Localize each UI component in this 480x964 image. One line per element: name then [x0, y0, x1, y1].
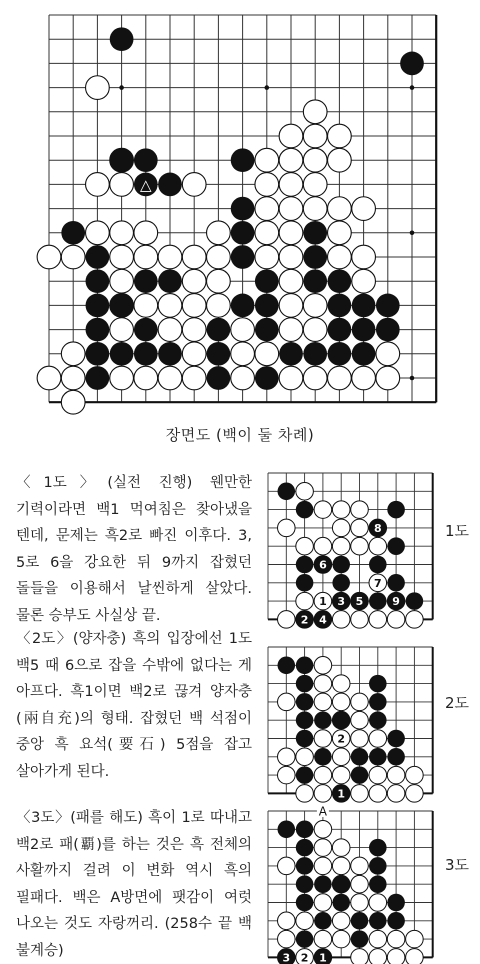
- black-stone: [314, 875, 332, 893]
- white-stone: [351, 857, 369, 875]
- white-stone: [255, 245, 279, 269]
- white-stone: [61, 342, 85, 366]
- white-stone: [387, 611, 405, 629]
- white-stone: [296, 748, 314, 766]
- white-stone: [207, 221, 231, 245]
- white-stone: [303, 100, 327, 124]
- white-stone: [278, 912, 296, 930]
- white-stone: [376, 366, 400, 390]
- black-stone: [158, 342, 182, 366]
- black-stone: [61, 221, 85, 245]
- black-stone: [158, 173, 182, 197]
- paragraph-heading: 〈1도〉(실전 진행): [16, 475, 193, 491]
- move-number: 4: [319, 613, 327, 627]
- black-stone: [134, 269, 158, 293]
- white-stone: [158, 318, 182, 342]
- star-point: [265, 85, 270, 90]
- black-stone: [296, 766, 314, 784]
- move-number: 5: [355, 595, 364, 609]
- white-stone: [207, 245, 231, 269]
- white-stone: [351, 501, 369, 519]
- black-stone: [369, 912, 387, 930]
- white-stone: [332, 930, 350, 948]
- star-point: [410, 376, 415, 381]
- black-stone: [328, 269, 352, 293]
- star-point: [119, 85, 124, 90]
- white-stone: [110, 269, 134, 293]
- black-stone: [279, 342, 303, 366]
- black-stone: [332, 556, 350, 574]
- white-stone: [351, 519, 369, 537]
- commentary-paragraph-3: [16, 805, 252, 964]
- white-stone: [61, 366, 85, 390]
- black-stone: [278, 483, 296, 501]
- move-number: 3: [282, 951, 291, 964]
- black-stone: [369, 592, 387, 610]
- white-stone: [328, 124, 352, 148]
- black-stone: [369, 857, 387, 875]
- diagram-label-1: 1도: [445, 522, 470, 540]
- white-stone: [332, 501, 350, 519]
- black-stone: [134, 148, 158, 172]
- black-stone: [387, 748, 405, 766]
- white-stone: [369, 611, 387, 629]
- black-stone: [351, 912, 369, 930]
- white-stone: [134, 366, 158, 390]
- white-stone: [352, 366, 376, 390]
- white-stone: [332, 611, 350, 629]
- paragraph-text: 웬만한 기력이라면 백1 먹여침은 찾아냈을 텐데, 문제는 흑2로 빠진 이후다. 3, 5로 6을 강요한 뒤 9까지 잡혔던 돌들을 이용해서 날씬하게 살았다. 물론 승부도 사실상 끝.: [16, 475, 252, 624]
- white-stone: [37, 245, 61, 269]
- black-stone: [296, 693, 314, 711]
- white-stone: [110, 173, 134, 197]
- move-number: 9: [392, 595, 400, 609]
- white-stone: [369, 730, 387, 748]
- black-stone: [314, 748, 332, 766]
- black-stone: [369, 748, 387, 766]
- white-stone: [406, 785, 424, 803]
- white-stone: [110, 366, 134, 390]
- white-stone: [182, 173, 206, 197]
- white-stone: [86, 76, 110, 100]
- black-stone: [328, 294, 352, 318]
- black-stone: [369, 711, 387, 729]
- white-stone: [369, 537, 387, 555]
- white-stone: [332, 675, 350, 693]
- white-stone: [314, 693, 332, 711]
- white-stone: [328, 221, 352, 245]
- white-stone: [369, 930, 387, 948]
- white-stone: [86, 173, 110, 197]
- white-stone: [369, 766, 387, 784]
- black-stone: [158, 269, 182, 293]
- white-stone: [279, 318, 303, 342]
- white-stone: [61, 245, 85, 269]
- commentary-paragraph-1: [16, 470, 252, 629]
- black-stone: [134, 318, 158, 342]
- white-stone: [314, 930, 332, 948]
- paragraph-heading: 〈2도〉(양자충): [16, 631, 127, 647]
- black-stone: [369, 675, 387, 693]
- white-stone: [61, 390, 85, 414]
- white-stone: [182, 294, 206, 318]
- white-stone: [328, 148, 352, 172]
- black-stone: [352, 342, 376, 366]
- black-stone: [110, 294, 134, 318]
- white-stone: [351, 711, 369, 729]
- white-stone: [387, 949, 405, 964]
- black-stone: [387, 501, 405, 519]
- white-stone: [314, 821, 332, 839]
- white-stone: [369, 785, 387, 803]
- diagram-board-2: [256, 641, 438, 801]
- white-stone: [37, 366, 61, 390]
- white-stone: [332, 912, 350, 930]
- black-stone: [207, 366, 231, 390]
- black-stone: [332, 875, 350, 893]
- move-number: 2: [300, 951, 309, 964]
- black-stone: [255, 318, 279, 342]
- diagram-board-1: [256, 467, 438, 627]
- white-stone: [352, 245, 376, 269]
- white-stone: [351, 949, 369, 964]
- white-stone: [314, 766, 332, 784]
- white-stone: [332, 519, 350, 537]
- black-stone: [134, 342, 158, 366]
- white-stone: [351, 537, 369, 555]
- black-stone: [351, 930, 369, 948]
- board-caption: 장면도 (백이 둘 차례): [165, 426, 315, 444]
- black-stone: [296, 501, 314, 519]
- paragraph-text: 흑이 1로 따내고 백2로 패(覇)를 하는 것은 흑 전체의 사활까지 걸려 이 변화 역시 흑의 필패다. 백은 A방면에 팻감이 여럿 나오는 것도 자랑꺼리. (258수 끝 백 불계승): [16, 810, 252, 959]
- move-number: 1: [337, 787, 346, 801]
- white-stone: [110, 245, 134, 269]
- black-stone: [387, 537, 405, 555]
- black-stone: [314, 711, 332, 729]
- white-stone: [303, 318, 327, 342]
- black-stone: [369, 839, 387, 857]
- black-stone: [351, 766, 369, 784]
- white-stone: [231, 318, 255, 342]
- black-stone: [86, 294, 110, 318]
- black-stone: [296, 675, 314, 693]
- white-stone: [332, 766, 350, 784]
- white-stone: [314, 501, 332, 519]
- white-stone: [352, 269, 376, 293]
- white-stone: [303, 294, 327, 318]
- white-stone: [255, 173, 279, 197]
- white-stone: [134, 245, 158, 269]
- white-stone: [314, 657, 332, 675]
- black-stone: [328, 318, 352, 342]
- black-stone: [369, 556, 387, 574]
- white-stone: [279, 294, 303, 318]
- black-stone: [303, 269, 327, 293]
- black-stone: [86, 342, 110, 366]
- white-stone: [303, 124, 327, 148]
- white-stone: [351, 894, 369, 912]
- white-stone: [279, 173, 303, 197]
- black-stone: [207, 342, 231, 366]
- white-stone: [303, 366, 327, 390]
- main-go-board: [38, 5, 438, 417]
- white-stone: [255, 197, 279, 221]
- black-stone: [296, 839, 314, 857]
- white-stone: [110, 221, 134, 245]
- white-stone: [182, 366, 206, 390]
- black-stone: [387, 894, 405, 912]
- black-stone: [296, 821, 314, 839]
- white-stone: [279, 124, 303, 148]
- white-stone: [387, 930, 405, 948]
- move-number: 1: [319, 951, 327, 964]
- black-stone: [231, 221, 255, 245]
- white-stone: [255, 148, 279, 172]
- white-stone: [182, 269, 206, 293]
- white-stone: [278, 857, 296, 875]
- paragraph-text: 흑의 입장에선 1도 백5 때 6으로 잡을 수밖에 없다는 게 아프다. 흑1이면 백2로 끊겨 양자충(兩自充)의 형태. 잡혔던 백 석점이 중앙 흑 요석(要石) 5점을 잡고 살아가게 된다.: [16, 631, 252, 780]
- white-stone: [406, 766, 424, 784]
- white-stone: [278, 748, 296, 766]
- white-stone: [314, 537, 332, 555]
- white-stone: [376, 342, 400, 366]
- black-stone: [110, 148, 134, 172]
- white-stone: [278, 611, 296, 629]
- black-stone: [387, 912, 405, 930]
- black-stone: [86, 245, 110, 269]
- white-stone: [296, 912, 314, 930]
- black-stone: [296, 711, 314, 729]
- black-stone: [231, 148, 255, 172]
- diagram-label-3: 3도: [445, 856, 470, 874]
- black-stone: [352, 318, 376, 342]
- white-stone: [279, 366, 303, 390]
- white-stone: [279, 148, 303, 172]
- white-stone: [314, 894, 332, 912]
- black-stone: [296, 730, 314, 748]
- white-stone: [352, 197, 376, 221]
- black-stone: [376, 294, 400, 318]
- black-stone: [255, 294, 279, 318]
- white-stone: [231, 366, 255, 390]
- white-stone: [207, 294, 231, 318]
- black-stone: [296, 556, 314, 574]
- black-stone: [278, 821, 296, 839]
- paragraph-heading: 〈3도〉(패를 해도): [16, 810, 143, 826]
- white-stone: [110, 318, 134, 342]
- black-stone: [296, 875, 314, 893]
- move-number: 8: [373, 521, 382, 535]
- black-stone: [314, 912, 332, 930]
- move-number: 1: [319, 595, 327, 609]
- black-stone: [231, 245, 255, 269]
- black-stone: [303, 221, 327, 245]
- white-stone: [279, 245, 303, 269]
- white-stone: [182, 318, 206, 342]
- black-stone: [296, 657, 314, 675]
- black-stone: [332, 711, 350, 729]
- black-stone: [296, 857, 314, 875]
- white-stone: [303, 173, 327, 197]
- white-stone: [351, 611, 369, 629]
- black-stone: [255, 269, 279, 293]
- black-stone: [296, 574, 314, 592]
- white-stone: [278, 693, 296, 711]
- black-stone: [376, 318, 400, 342]
- white-stone: [303, 148, 327, 172]
- move-number: 6: [319, 558, 327, 572]
- black-stone: [351, 748, 369, 766]
- star-point: [410, 231, 415, 236]
- black-stone: [86, 318, 110, 342]
- white-stone: [231, 342, 255, 366]
- white-stone: [387, 766, 405, 784]
- black-stone: [110, 342, 134, 366]
- black-stone: [352, 294, 376, 318]
- white-stone: [158, 366, 182, 390]
- white-stone: [296, 592, 314, 610]
- move-number: 2: [337, 732, 346, 746]
- white-stone: [328, 366, 352, 390]
- white-stone: [332, 693, 350, 711]
- black-stone: [86, 366, 110, 390]
- white-stone: [332, 857, 350, 875]
- white-stone: [406, 930, 424, 948]
- white-stone: [387, 785, 405, 803]
- black-stone: [86, 269, 110, 293]
- white-stone: [314, 785, 332, 803]
- move-number: 7: [373, 576, 382, 590]
- white-stone: [278, 930, 296, 948]
- white-stone: [279, 197, 303, 221]
- black-stone: [255, 366, 279, 390]
- white-stone: [406, 949, 424, 964]
- white-stone: [279, 221, 303, 245]
- white-stone: [314, 675, 332, 693]
- black-stone: [387, 730, 405, 748]
- black-stone: [369, 693, 387, 711]
- white-stone: [351, 785, 369, 803]
- point-mark-a: A: [318, 804, 328, 819]
- white-stone: [278, 766, 296, 784]
- black-stone: [296, 930, 314, 948]
- white-stone: [296, 483, 314, 501]
- commentary-paragraph-2: [16, 626, 252, 785]
- black-stone: [296, 894, 314, 912]
- black-stone: [387, 574, 405, 592]
- black-stone: [110, 27, 134, 51]
- black-stone: [278, 657, 296, 675]
- white-stone: [182, 342, 206, 366]
- white-stone: [332, 537, 350, 555]
- white-stone: [369, 894, 387, 912]
- white-stone: [134, 221, 158, 245]
- white-stone: [328, 245, 352, 269]
- star-point: [410, 85, 415, 90]
- white-stone: [351, 693, 369, 711]
- move-number: 3: [337, 595, 346, 609]
- white-stone: [278, 519, 296, 537]
- white-stone: [332, 839, 350, 857]
- white-stone: [332, 748, 350, 766]
- white-stone: [255, 221, 279, 245]
- white-stone: [255, 342, 279, 366]
- white-stone: [351, 730, 369, 748]
- black-stone: [303, 245, 327, 269]
- black-stone: [332, 574, 350, 592]
- black-stone: [328, 342, 352, 366]
- black-stone: [231, 294, 255, 318]
- white-stone: [369, 949, 387, 964]
- white-stone: [158, 245, 182, 269]
- white-stone: [314, 730, 332, 748]
- white-stone: [182, 245, 206, 269]
- white-stone: [351, 875, 369, 893]
- white-stone: [328, 197, 352, 221]
- diagram-label-2: 2도: [445, 694, 470, 712]
- white-stone: [314, 839, 332, 857]
- white-stone: [86, 221, 110, 245]
- white-stone: [406, 611, 424, 629]
- white-stone: [296, 537, 314, 555]
- white-stone: [134, 294, 158, 318]
- white-stone: [303, 197, 327, 221]
- white-stone: [207, 269, 231, 293]
- black-stone: [332, 894, 350, 912]
- black-stone: [406, 592, 424, 610]
- black-stone: [400, 52, 424, 76]
- black-stone: [231, 197, 255, 221]
- black-stone: [207, 318, 231, 342]
- white-stone: [279, 269, 303, 293]
- white-stone: [314, 857, 332, 875]
- black-stone: [369, 875, 387, 893]
- move-number: 2: [300, 613, 309, 627]
- triangle-marker: △: [140, 175, 152, 194]
- white-stone: [296, 785, 314, 803]
- diagram-board-3: [256, 804, 438, 964]
- white-stone: [158, 294, 182, 318]
- black-stone: [303, 342, 327, 366]
